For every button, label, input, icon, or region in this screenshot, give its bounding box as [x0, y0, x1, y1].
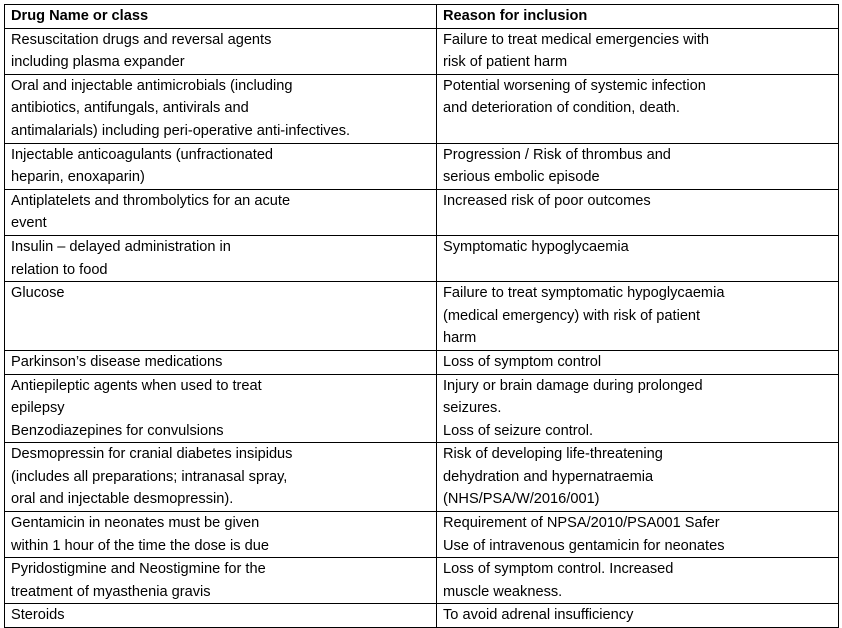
drug-cell: Insulin – delayed administration in relation to food — [5, 235, 437, 281]
table-row — [5, 28, 839, 74]
reason-cell: Increased risk of poor outcomes — [437, 189, 839, 235]
drug-cell: Antiepileptic agents when used to treat epilepsy Benzodiazepines for convulsions — [5, 374, 437, 443]
table-row — [5, 235, 839, 281]
table-row — [5, 74, 839, 143]
reason-cell: To avoid adrenal insufficiency — [437, 604, 839, 628]
drug-cell: Glucose — [5, 282, 437, 351]
reason-cell: Symptomatic hypoglycaemia — [437, 235, 839, 281]
header-drug-name: Drug Name or class — [5, 5, 437, 29]
header-reason: Reason for inclusion — [437, 5, 839, 29]
reason-cell: Potential worsening of systemic infection and deterioration of condition, death. — [437, 74, 839, 143]
reason-cell: Loss of symptom control. Increased muscle weakness. — [437, 558, 839, 604]
drug-cell: Antiplatelets and thrombolytics for an acute event — [5, 189, 437, 235]
drug-cell: Gentamicin in neonates must be given within 1 hour of the time the dose is due — [5, 512, 437, 558]
drug-cell: Resuscitation drugs and reversal agents including plasma expander — [5, 28, 437, 74]
reason-cell: Failure to treat medical emergencies with risk of patient harm — [437, 28, 839, 74]
table-row — [5, 443, 839, 512]
drug-cell: Pyridostigmine and Neostigmine for the treatment of myasthenia gravis — [5, 558, 437, 604]
table-row — [5, 282, 839, 351]
reason-cell: Loss of symptom control — [437, 350, 839, 374]
drug-cell: Injectable anticoagulants (unfractionated heparin, enoxaparin) — [5, 143, 437, 189]
drug-cell: Desmopressin for cranial diabetes insipidus (includes all preparations; intranasal spray, oral and injectable desmopressin). — [5, 443, 437, 512]
table-row — [5, 374, 839, 443]
drug-cell: Steroids — [5, 604, 437, 628]
critical-medicines-table — [4, 4, 839, 628]
drug-cell: Parkinson’s disease medications — [5, 350, 437, 374]
reason-cell: Progression / Risk of thrombus and serious embolic episode — [437, 143, 839, 189]
reason-cell: Failure to treat symptomatic hypoglycaemia (medical emergency) with risk of patient harm — [437, 282, 839, 351]
table-row — [5, 350, 839, 374]
drug-cell: Oral and injectable antimicrobials (including antibiotics, antifungals, antivirals and antimalarials) including peri-operative anti-infectives. — [5, 74, 437, 143]
table-row — [5, 512, 839, 558]
reason-cell: Risk of developing life-threatening dehydration and hypernatraemia (NHS/PSA/W/2016/001) — [437, 443, 839, 512]
reason-cell: Injury or brain damage during prolonged seizures. Loss of seizure control. — [437, 374, 839, 443]
reason-cell: Requirement of NPSA/2010/PSA001 Safer Use of intravenous gentamicin for neonates — [437, 512, 839, 558]
table-row — [5, 604, 839, 628]
table-header-row — [5, 5, 839, 29]
table-row — [5, 143, 839, 189]
table-row — [5, 189, 839, 235]
table-row — [5, 558, 839, 604]
